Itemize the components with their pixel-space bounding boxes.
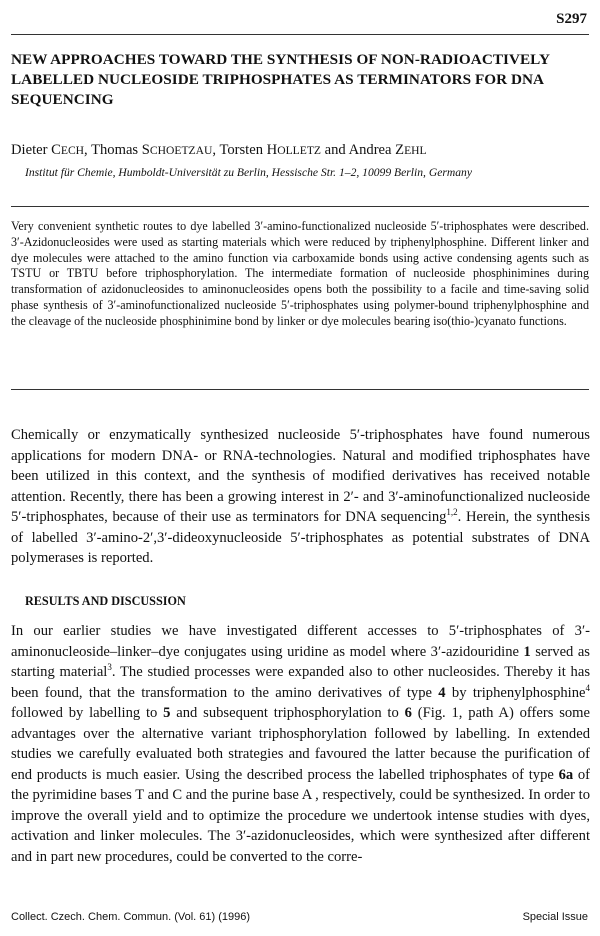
results-text: . The studied processes were expanded also to other nucleosides. Thereby it has been found, that the transformation to the amino derivatives of type xyxy=(11,664,590,701)
author-surname-initial: S xyxy=(141,142,150,158)
compound-number: 6 xyxy=(404,705,412,721)
citation-ref: 4 xyxy=(585,682,590,693)
author-surname-initial: H xyxy=(266,142,278,158)
compound-number: 6a xyxy=(558,766,574,783)
author-surname-rest: ECH xyxy=(60,144,85,157)
results-text: followed by labelling to xyxy=(11,705,164,721)
author-separator: , xyxy=(84,142,92,158)
page-number: S297 xyxy=(556,11,587,27)
results-paragraph xyxy=(11,621,590,867)
author-surname-rest: CHOETZAU xyxy=(149,144,213,157)
author-surname-initial: C xyxy=(51,142,61,158)
results-text: by triphenylphosphine xyxy=(445,684,586,701)
author-surname-rest: EHL xyxy=(404,144,427,157)
author-separator: and xyxy=(321,142,349,158)
citation-ref: 3 xyxy=(107,662,112,673)
intro-paragraph xyxy=(11,425,590,569)
abstract: Very convenient synthetic routes to dye labelled 3′-amino-functionalized nucleoside 5′-triphosphates were described. 3′-Azidonucleosides were used as starting materials which were reduced by triphenylphosphine. Different linker and dye molecules were attached to the amino function via carboxamide bonds using active condensing agents such as TSTU or TBTU before triphosphorylation. The intermediate formation of nucleoside phosphinimines during transformation of azidonucleosides to aminonucleosides opens both the possibility to a facile and time-saving solid phase synthesis of 3′-aminofunctionalized nucleoside 5′-triphosphates using polymer-bound triphenylphosphine and the cleavage of the nucleoside phosphinimine bond by linker or dye molecules bearing iso(thio-)cyanato functions. xyxy=(11,219,589,328)
results-text: served as starting material xyxy=(11,643,590,680)
compound-number: 1 xyxy=(523,643,531,660)
journal-citation: Collect. Czech. Chem. Commun. (Vol. 61) (1996) xyxy=(11,911,251,923)
compound-number: 4 xyxy=(438,684,446,701)
article-title: NEW APPROACHES TOWARD THE SYNTHESIS OF NON-RADIOACTIVELY LABELLED NUCLEOSIDE TRIPHOSPHATES AS TERMINATORS FOR DNA SEQUENCING xyxy=(11,51,550,108)
intro-text: . Herein, the synthesis of labelled 3′-amino-2′,3′-dideoxynucleoside 5′-triphosphates as potential substrates of DNA polymerases is reported. xyxy=(11,509,591,566)
author-surname-initial: Z xyxy=(395,142,405,158)
author-first-name: Andrea xyxy=(348,142,392,158)
citation-ref: 1,2 xyxy=(446,507,458,518)
author-first-name: Torsten xyxy=(219,142,263,158)
abstract-bottom-rule xyxy=(11,389,589,390)
issue-label: Special Issue xyxy=(522,911,588,923)
author-separator: , xyxy=(212,142,220,158)
results-text: In our earlier studies we have investigated different accesses to 5′-triphosphates of 3′-aminonucleoside–linker–dye conjugates using uridine as model where 3′-azidouridine xyxy=(11,623,590,660)
author-list xyxy=(11,142,586,159)
author-surname-rest: OLLETZ xyxy=(277,144,321,157)
compound-number: 5 xyxy=(163,705,171,721)
header-rule xyxy=(11,34,589,35)
intro-text: Chemically or enzymatically synthesized nucleoside 5′-triphosphates have found numerous applications for modern DNA- or RNA-technologies. Natural and modified triphosphates have been utilized in this context, and the synthesis of modified derivatives has received notable attention. Recently, there has been a growing interest in 2′- and 3′-aminofunctionalized nucleoside 5′-triphosphates, because of their use as terminators for DNA sequencing xyxy=(11,427,590,525)
results-text: (Fig. 1, path A) offers some advantages over the alternative variant triphosphorylation followed by labelling. In extended studies we carefully evaluated both strategies and favoured the latter because the purification of end products is much easier. Using the described process the labelled triphosphates of type xyxy=(11,705,590,783)
results-text: of the pyrimidine bases T and C and the purine base A , respectively, could be synthesized. In order to improve the overall yield and to optimize the procedure we undertook intense studies with dyes, activation and linker molecules. The 3′-azidonucleosides, which were synthesized after different and in part new procedures, could be converted to the corre- xyxy=(11,766,591,865)
section-heading: RESULTS AND DISCUSSION xyxy=(25,594,186,608)
author-first-name: Thomas xyxy=(91,142,139,158)
author-first-name: Dieter xyxy=(11,142,48,158)
results-text: and subsequent triphosphorylation to xyxy=(170,705,405,721)
affiliation: Institut für Chemie, Humboldt-Universität zu Berlin, Hessische Str. 1–2, 10099 Berlin, Germany xyxy=(25,166,472,179)
abstract-top-rule xyxy=(11,206,589,207)
